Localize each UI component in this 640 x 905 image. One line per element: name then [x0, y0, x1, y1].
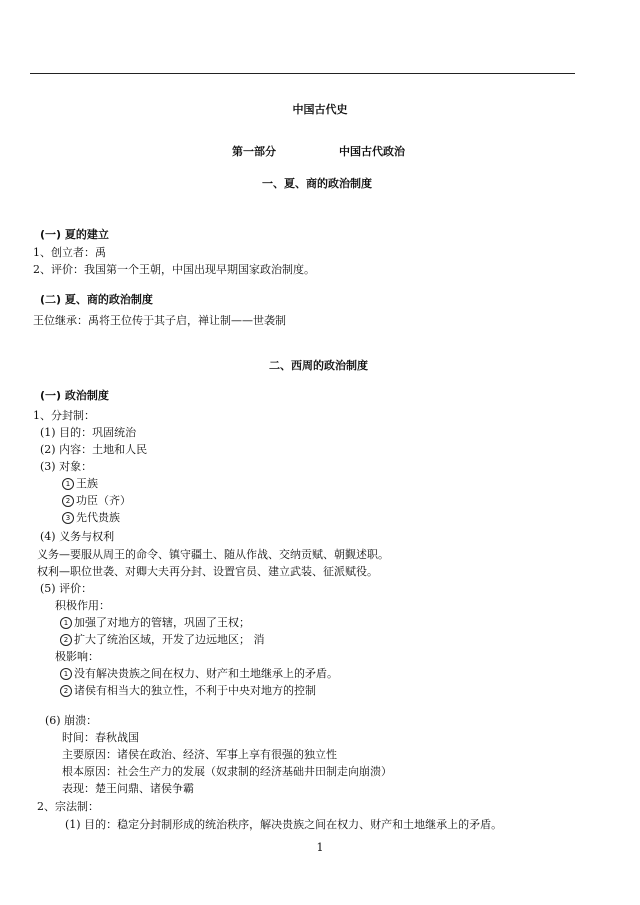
section-2-title: 二、西周的政治制度 [269, 359, 368, 372]
text-line: 2、宗法制： [37, 800, 99, 813]
text-line: (5) 评价： [40, 582, 93, 595]
text-line: (4) 义务与权利 [40, 530, 115, 543]
list-item: 1 没有解决贵族之间在权力、财产和土地继承上的矛盾。 [60, 667, 338, 681]
text-line: 权利—职位世袭、对卿大夫再分封、设置官员、建立武装、征派赋役。 [37, 565, 378, 578]
circled-number-icon: 1 [62, 478, 74, 490]
text-line: 王位继承：禹将王位传于其子启，禅让制——世袭制 [33, 314, 286, 327]
list-item: 2 诸侯有相当大的独立性，不利于中央对地方的控制 [60, 684, 316, 698]
text-line: 2、评价：我国第一个王朝，中国出现早期国家政治制度。 [33, 263, 315, 276]
subsection-title: (二) 夏、商的政治制度 [40, 293, 153, 306]
list-item: 2 功臣（齐） [62, 494, 131, 508]
text-line: (6) 崩溃： [45, 714, 98, 727]
circled-number-icon: 2 [60, 634, 72, 646]
text-line: 1、分封制： [33, 409, 95, 422]
text-line: 表现：楚王问鼎、诸侯争霸 [62, 782, 194, 795]
part-label: 第一部分 [232, 145, 276, 158]
circled-number-icon: 2 [62, 495, 74, 507]
text-line: 义务—要服从周王的命令、镇守疆土、随从作战、交纳贡赋、朝觐述职。 [37, 548, 389, 561]
circled-number-icon: 1 [60, 668, 72, 680]
text-line: 主要原因：诸侯在政治、经济、军事上享有很强的独立性 [62, 748, 337, 761]
text-line: (3) 对象： [40, 460, 93, 473]
text-line: 积极作用： [55, 599, 110, 612]
list-item: 1 加强了对地方的管辖，巩固了王权； [60, 616, 250, 630]
circled-number-icon: 2 [60, 685, 72, 697]
section-1-title: 一、夏、商的政治制度 [262, 177, 372, 190]
text-line: (1) 目的：巩固统治 [40, 426, 137, 439]
text-line: 根本原因：社会生产力的发展（奴隶制的经济基础井田制走向崩溃） [62, 765, 392, 778]
circled-number-icon: 3 [62, 512, 74, 524]
list-item: 1 王族 [62, 477, 98, 491]
text-line: 时间：春秋战国 [62, 731, 139, 744]
subsection-title: (一) 政治制度 [40, 389, 109, 402]
subsection-title: (一) 夏的建立 [40, 228, 109, 241]
circled-number-icon: 1 [60, 617, 72, 629]
text-line: (2) 内容：土地和人民 [40, 443, 148, 456]
document-title: 中国古代史 [292, 103, 348, 116]
list-item: 2 扩大了统治区域，开发了边远地区； 消 [60, 633, 265, 647]
list-item: 3 先代贵族 [62, 511, 120, 525]
page-number: 1 [316, 841, 324, 854]
text-line: 1、创立者：禹 [33, 246, 106, 259]
part-title: 中国古代政治 [339, 145, 405, 158]
text-line: 极影响： [55, 650, 99, 663]
text-line: (1) 目的：稳定分封制形成的统治秩序，解决贵族之间在权力、财产和土地继承上的矛盾。 [65, 818, 503, 831]
header-rule [30, 73, 575, 74]
